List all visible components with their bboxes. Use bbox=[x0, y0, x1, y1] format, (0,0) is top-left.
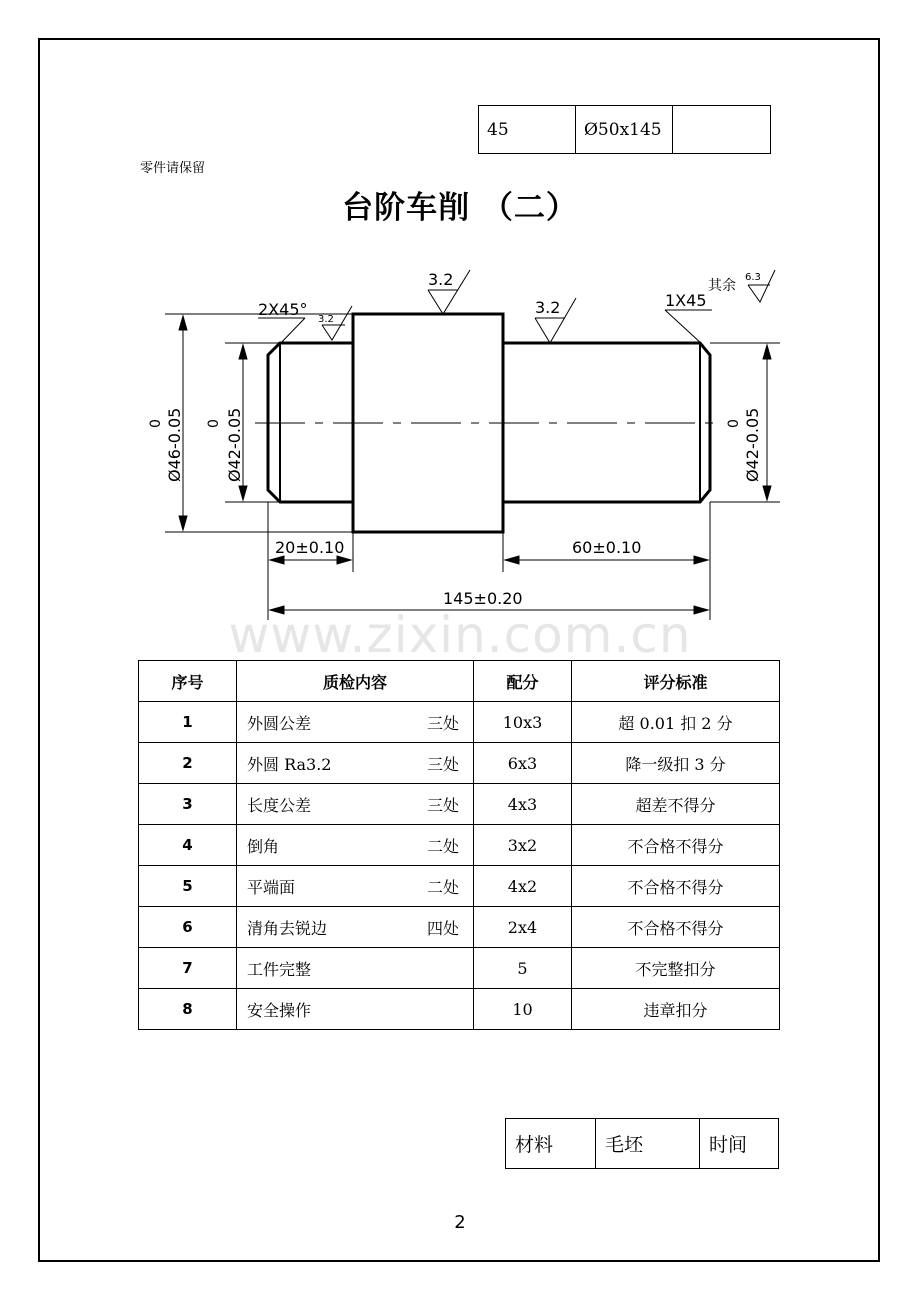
row-rule: 降一级扣 3 分 bbox=[572, 743, 780, 784]
row-count: 二处 bbox=[426, 836, 459, 856]
chamfer-right-label: 1X45 bbox=[665, 291, 707, 310]
footer-blank-cell: 毛坯 bbox=[596, 1119, 700, 1169]
row-rule: 不合格不得分 bbox=[572, 825, 780, 866]
row-rule: 超差不得分 bbox=[572, 784, 780, 825]
chamfer-left-label: 2X45° bbox=[258, 300, 308, 319]
roughness-left-label: 3.2 bbox=[318, 314, 334, 325]
row-rule: 违章扣分 bbox=[572, 989, 780, 1030]
row-content bbox=[237, 743, 474, 784]
table-row bbox=[139, 743, 780, 784]
row-count: 三处 bbox=[426, 754, 459, 774]
row-rule: 超 0.01 扣 2 分 bbox=[572, 702, 780, 743]
dia-big-label: Ø46-0.05 bbox=[165, 407, 184, 482]
table-row bbox=[139, 825, 780, 866]
page-number: 2 bbox=[454, 1212, 466, 1233]
row-count: 四处 bbox=[426, 918, 459, 938]
row-score: 6x3 bbox=[474, 743, 572, 784]
len-left-label: 20±0.10 bbox=[275, 538, 345, 557]
table-row bbox=[139, 907, 780, 948]
row-count: 三处 bbox=[426, 795, 459, 815]
table-row bbox=[139, 784, 780, 825]
watermark: www.zixin.com.cn bbox=[228, 606, 692, 664]
page-title: 台阶车削 （二） bbox=[342, 190, 578, 226]
row-content bbox=[237, 866, 474, 907]
row-score: 3x2 bbox=[474, 825, 572, 866]
row-item: 平端面 bbox=[247, 877, 296, 897]
row-item: 长度公差 bbox=[247, 795, 312, 815]
row-score: 4x2 bbox=[474, 866, 572, 907]
dia-big-upper: 0 bbox=[148, 419, 164, 428]
row-item: 倒角 bbox=[247, 836, 280, 856]
row-rule: 不完整扣分 bbox=[572, 948, 780, 989]
row-content bbox=[237, 784, 474, 825]
row-no: 2 bbox=[139, 743, 237, 784]
row-content bbox=[237, 702, 474, 743]
dia-right-label: Ø42-0.05 bbox=[743, 407, 762, 482]
row-content bbox=[237, 907, 474, 948]
row-no: 6 bbox=[139, 907, 237, 948]
header-no: 序号 bbox=[139, 661, 237, 702]
footer-time-cell: 时间 bbox=[700, 1119, 779, 1169]
grading-header-row bbox=[139, 661, 780, 702]
dia-left-upper: 0 bbox=[206, 419, 222, 428]
row-score: 4x3 bbox=[474, 784, 572, 825]
row-score: 10 bbox=[474, 989, 572, 1030]
row-item: 清角去锐边 bbox=[247, 918, 328, 938]
row-count: 二处 bbox=[426, 877, 459, 897]
row-no: 5 bbox=[139, 866, 237, 907]
len-right-label: 60±0.10 bbox=[572, 538, 642, 557]
footer-info-table bbox=[505, 1118, 779, 1169]
header-score: 配分 bbox=[474, 661, 572, 702]
header-blank-cell: Ø50x145 bbox=[576, 106, 673, 154]
dia-right-upper: 0 bbox=[726, 419, 742, 428]
row-content bbox=[237, 825, 474, 866]
table-row bbox=[139, 948, 780, 989]
row-score: 5 bbox=[474, 948, 572, 989]
table-row bbox=[139, 866, 780, 907]
row-no: 3 bbox=[139, 784, 237, 825]
row-content bbox=[237, 948, 474, 989]
row-item: 安全操作 bbox=[247, 1000, 312, 1020]
footer-material-cell: 材料 bbox=[506, 1119, 596, 1169]
len-total-label: 145±0.20 bbox=[443, 589, 523, 608]
keep-part-note: 零件请保留 bbox=[140, 161, 206, 176]
roughness-rest-value: 6.3 bbox=[745, 272, 761, 283]
row-item: 外圆 Ra3.2 bbox=[247, 754, 332, 774]
row-no: 1 bbox=[139, 702, 237, 743]
row-rule: 不合格不得分 bbox=[572, 907, 780, 948]
row-no: 8 bbox=[139, 989, 237, 1030]
table-row bbox=[139, 702, 780, 743]
roughness-right-label: 3.2 bbox=[535, 298, 561, 317]
row-content bbox=[237, 989, 474, 1030]
table-row bbox=[139, 989, 780, 1030]
row-item: 工件完整 bbox=[247, 959, 312, 979]
row-score: 10x3 bbox=[474, 702, 572, 743]
row-item: 外圆公差 bbox=[247, 713, 312, 733]
row-count: 三处 bbox=[426, 713, 459, 733]
row-no: 4 bbox=[139, 825, 237, 866]
header-rule: 评分标准 bbox=[572, 661, 780, 702]
row-no: 7 bbox=[139, 948, 237, 989]
roughness-rest-label: 其余 bbox=[708, 278, 736, 294]
header-content: 质检内容 bbox=[237, 661, 474, 702]
header-material-cell: 45 bbox=[479, 106, 576, 154]
roughness-top-label: 3.2 bbox=[428, 270, 454, 289]
grading-table bbox=[138, 660, 780, 1030]
row-rule: 不合格不得分 bbox=[572, 866, 780, 907]
row-score: 2x4 bbox=[474, 907, 572, 948]
dia-left-label: Ø42-0.05 bbox=[225, 407, 244, 482]
